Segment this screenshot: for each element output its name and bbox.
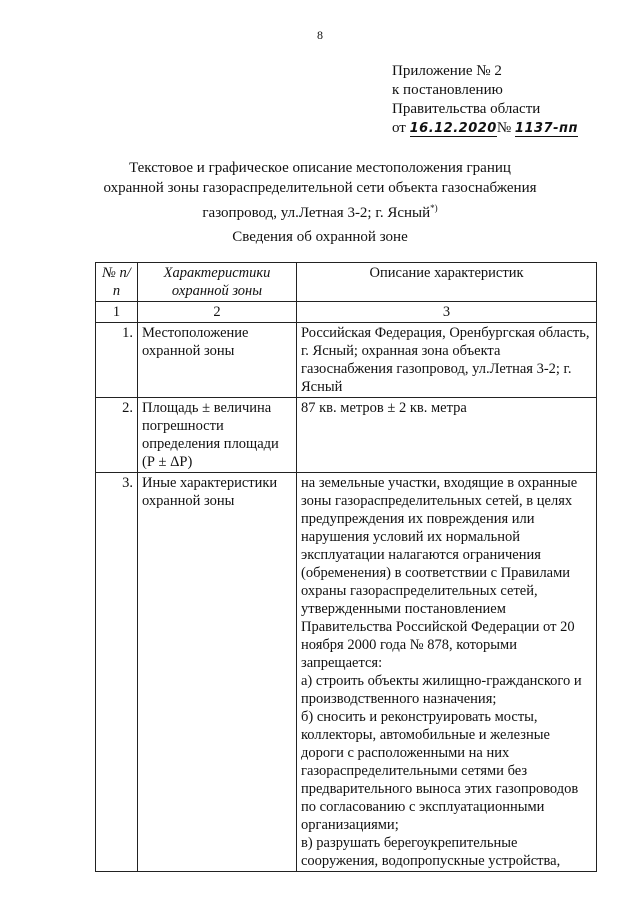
row-description-text: на земельные участки, входящие в охранные зоны газораспределительных сетей, в целях предупреждения их повреждения или нарушения условий их нормальной эксплуатации налагаются ограничения (обременения) в соответствии с Правилами охраны газораспределительных сетей, утвержденными постановлением Правительства Российской Федерации от 20 ноября 2000 года № 878, которыми запрещается: xyxy=(301,475,578,671)
column-number-row xyxy=(96,302,597,323)
table-row xyxy=(96,473,597,872)
restriction-item: в) разрушать берегоукрепительные сооружения, водопропускные устройства, xyxy=(301,835,561,869)
protection-zone-table xyxy=(95,262,597,872)
appendix-no-sign: № xyxy=(496,120,512,136)
appendix-date-line xyxy=(392,119,578,138)
title-line-2: охранной зоны газораспределительной сети объекта газоснабжения xyxy=(103,180,537,196)
title-line-1: Текстовое и графическое описание местоположения границ xyxy=(129,160,511,176)
document-title xyxy=(0,158,640,223)
row-description: Российская Федерация, Оренбургская область, г. Ясный; охранная зона объекта газоснабжения газопровод, ул.Летная 3-2; г. Ясный xyxy=(297,323,597,398)
restriction-item: б) сносить и реконструировать мосты, коллекторы, автомобильные и железные дороги с расположенными на них газораспределительными сетями без предварительного выноса этих газопроводов по согласованию с эксплуатационными организациями; xyxy=(301,709,579,833)
row-number: 3. xyxy=(96,473,138,872)
appendix-block xyxy=(392,62,578,138)
column-number: 2 xyxy=(138,302,297,323)
row-number: 1. xyxy=(96,323,138,398)
title-line-3 xyxy=(0,198,640,223)
row-characteristic: Площадь ± величина погрешности определения площади (Р ± ΔР) xyxy=(138,398,297,473)
table-row xyxy=(96,323,597,398)
title-line-3-text: газопровод, ул.Летная 3-2; г. Ясный xyxy=(202,205,431,221)
page-number: 8 xyxy=(317,28,323,42)
row-description: 87 кв. метров ± 2 кв. метра xyxy=(297,398,597,473)
table-header-row xyxy=(96,263,597,302)
appendix-line-1: Приложение № 2 xyxy=(392,63,502,79)
handwritten-date: 16.12.2020 xyxy=(409,121,497,136)
handwritten-number: 1137-пп xyxy=(514,121,578,136)
section-subtitle: Сведения об охранной зоне xyxy=(232,229,408,245)
row-description xyxy=(297,473,597,872)
row-characteristic: Иные характеристики охранной зоны xyxy=(138,473,297,872)
footnote-mark: *) xyxy=(430,203,438,213)
appendix-from: от xyxy=(392,120,406,136)
appendix-line-2: к постановлению xyxy=(392,82,503,98)
header-characteristics: Характеристики охранной зоны xyxy=(138,263,297,302)
table-row xyxy=(96,398,597,473)
column-number: 3 xyxy=(297,302,597,323)
appendix-line-3: Правительства области xyxy=(392,101,541,117)
header-description: Описание характеристик xyxy=(297,263,597,302)
row-number: 2. xyxy=(96,398,138,473)
row-characteristic: Местоположение охранной зоны xyxy=(138,323,297,398)
header-number: № п/п xyxy=(96,263,138,302)
column-number: 1 xyxy=(96,302,138,323)
restriction-item: а) строить объекты жилищно-гражданского и производственного назначения; xyxy=(301,673,582,707)
